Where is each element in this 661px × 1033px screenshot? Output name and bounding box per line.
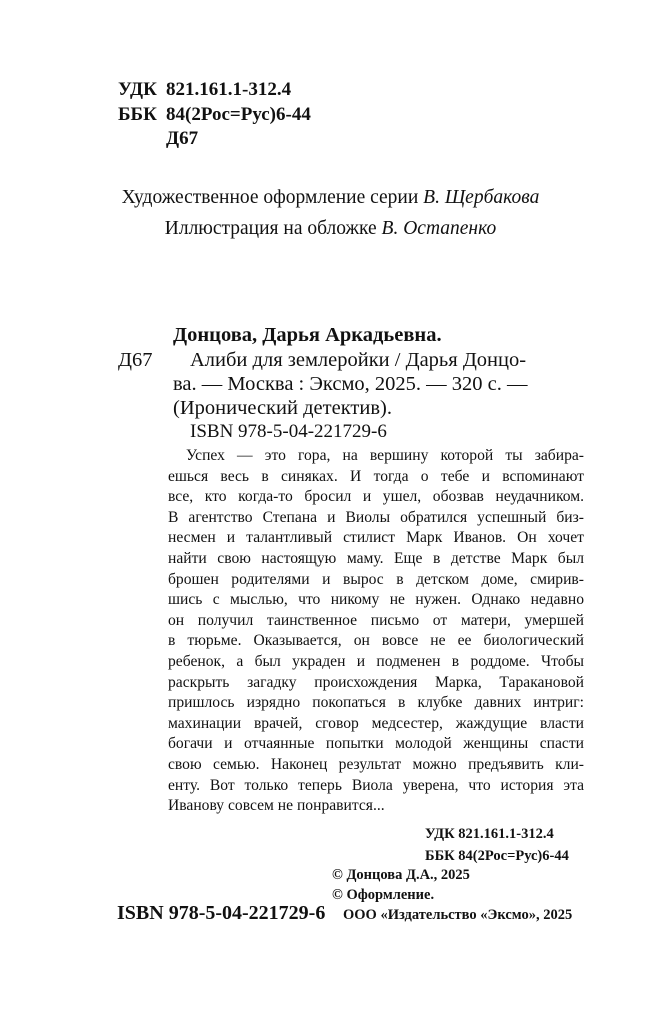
- annotation-line: свою семью. Наконец результат можно предъявить кли-: [168, 755, 584, 773]
- illustration-credit: [0, 218, 661, 240]
- annotation-line: он получил таинственное письмо от матери, умершей: [168, 611, 584, 629]
- illustration-credit-name: В. Остапенко: [381, 218, 497, 239]
- annotation-line: раскрыть загадку происхождения Марка, Таракановой: [168, 673, 584, 691]
- annotation-line: несмен и талантливый стилист Марк Иванов. Он хочет: [168, 529, 584, 547]
- udk-label: УДК: [118, 79, 157, 100]
- udk-bottom: УДК 821.161.1-312.4: [425, 826, 554, 842]
- footer-isbn: ISBN 978-5-04-221729-6: [117, 902, 326, 924]
- annotation-line: Успех — это гора, на вершину которой ты забира-: [186, 447, 584, 464]
- bbk-label: ББК: [118, 104, 157, 125]
- udk-value: 821.161.1-312.4: [166, 79, 292, 100]
- design-credit-name: В. Щербакова: [423, 187, 540, 208]
- illustration-credit-text: Иллюстрация на обложке: [164, 218, 382, 239]
- annotation-line: найти свою настоящую маму. Еще в детстве Марк был: [168, 549, 584, 567]
- design-credit-text: Художественное оформление серии: [121, 187, 424, 208]
- annotation-line: Иванову совсем не понравится...: [168, 797, 385, 815]
- annotation-line: В агентство Степана и Виолы обратился успешный биз-: [168, 508, 584, 526]
- annotation-line: брошен родителями и вырос в детском доме, смирив-: [168, 570, 584, 588]
- annotation-line: ешься весь в синяках. И тогда о тебе и вспоминают: [168, 467, 584, 485]
- copyright-author: © Донцова Д.А., 2025: [332, 867, 470, 883]
- bbk-bottom: ББК 84(2Рос=Рус)6-44: [425, 848, 569, 864]
- annotation-line: в тюрьме. Оказывается, он вовсе не ее биологический: [168, 632, 584, 650]
- annotation-line: шись с мыслью, что никому не нужен. Однако недавно: [168, 591, 584, 609]
- copyright-design: © Оформление.: [332, 887, 435, 903]
- bbk-value: 84(2Рос=Рус)6-44: [166, 104, 311, 125]
- annotation: [168, 446, 584, 817]
- annotation-line: махинации врачей, сговор медсестер, жаждущие власти: [168, 714, 584, 732]
- description-line: Алиби для землеройки / Дарья Донцо-: [190, 349, 527, 371]
- author-mark-top: Д67: [166, 128, 199, 149]
- annotation-line: все, кто когда-то бросил и ушел, обозвав неудачником.: [168, 488, 584, 506]
- description-line: (Иронический детектив).: [173, 397, 392, 419]
- copyright-publisher: ООО «Издательство «Эксмо», 2025: [343, 907, 573, 923]
- annotation-line: богачи и отчаянные попытки молодой женщины спасти: [168, 735, 584, 753]
- author-heading: Донцова, Дарья Аркадьевна.: [173, 324, 442, 346]
- annotation-line: пришлось изрядно покопаться в клубке давних интриг:: [168, 694, 584, 712]
- author-mark-entry: Д67: [118, 349, 153, 371]
- entry-isbn: ISBN 978-5-04-221729-6: [190, 421, 387, 442]
- annotation-line: ребенок, а был украден и подменен в роддоме. Чтобы: [168, 652, 584, 670]
- design-credit: [0, 187, 661, 209]
- annotation-line: енту. Вот только теперь Виола уверена, что история эта: [168, 776, 584, 794]
- description-line: ва. — Москва : Эксмо, 2025. — 320 с. —: [173, 373, 528, 395]
